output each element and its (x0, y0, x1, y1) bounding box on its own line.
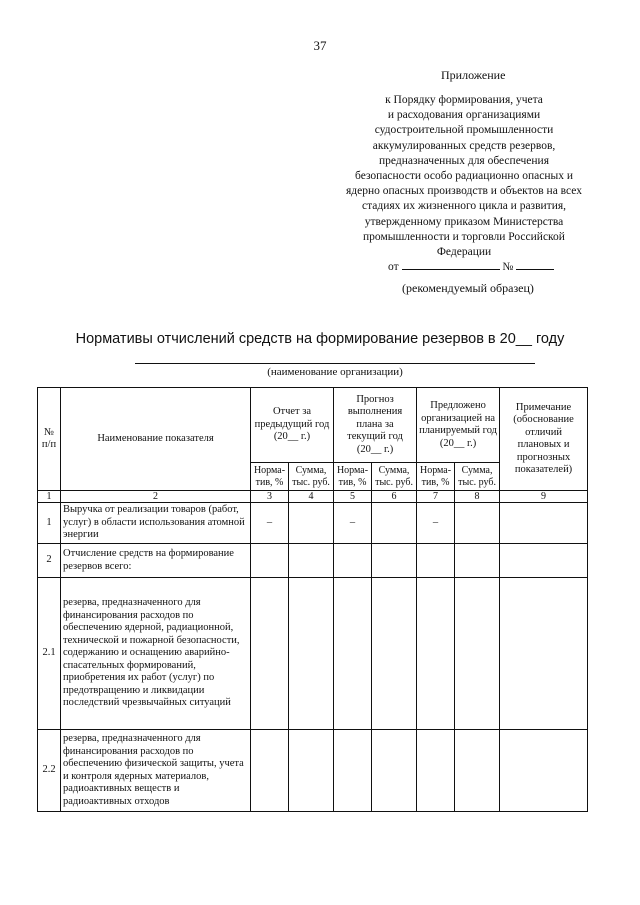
org-caption: (наименование организации) (267, 366, 403, 378)
appendix-line: Федерации (436, 246, 492, 259)
date-blank (402, 259, 500, 270)
cell-sum-report (289, 544, 334, 578)
appendix-line: аккумулированных средств резервов, (372, 139, 556, 152)
date-prefix: от (388, 261, 399, 273)
row-num: 2 (38, 544, 61, 578)
cell-norm-proposed (417, 578, 455, 730)
appendix-line: утвержденному приказом Министерства (364, 215, 564, 228)
cell-norm-report: – (251, 503, 289, 544)
table-row (38, 730, 588, 812)
column-index: 7 (417, 491, 455, 503)
column-index: 3 (251, 491, 289, 503)
column-index: 5 (334, 491, 372, 503)
table-row (38, 503, 588, 544)
cell-sum-proposed (455, 730, 500, 812)
header-report: Отчет за предыдущий год (20__ г.) (251, 388, 334, 463)
column-index: 4 (289, 491, 334, 503)
cell-note (500, 544, 588, 578)
cell-sum-forecast (372, 544, 417, 578)
header-forecast: Прогноз выполнения плана за текущий год (20__ г.) (334, 388, 417, 463)
appendix-line: безопасности особо радиационно опасных и (355, 170, 573, 183)
table-row (38, 544, 588, 578)
cell-sum-forecast (372, 503, 417, 544)
page-title: Нормативы отчислений средств на формирование резервов в 20__ году (75, 331, 565, 347)
cell-sum-forecast (372, 730, 417, 812)
cell-norm-proposed (417, 544, 455, 578)
column-index: 8 (455, 491, 500, 503)
header-name: Наименование показателя (61, 388, 251, 491)
cell-norm-forecast: – (334, 503, 372, 544)
cell-norm-report (251, 730, 289, 812)
cell-note (500, 578, 588, 730)
appendix-line: ядерно опасных производств и объектов на всех (345, 185, 582, 198)
header-note: Примечание (обоснование отличий плановых и прогнозных показателей) (500, 388, 588, 491)
cell-sum-report (289, 503, 334, 544)
row-name: резерва, предназначенного для финансирования расходов по обеспечению физической защиты, учета и контроля ядерных материалов, радиоактивных веществ и радиоактивных отходов (61, 730, 251, 812)
cell-note (500, 730, 588, 812)
number-blank (516, 259, 554, 270)
cell-norm-report (251, 578, 289, 730)
cell-norm-forecast (334, 730, 372, 812)
row-num: 2.2 (38, 730, 61, 812)
column-index-row (38, 491, 588, 503)
column-index: 1 (38, 491, 61, 503)
appendix-line: стадиях их жизненного цикла и развития, (361, 200, 567, 213)
number-sign: № (502, 261, 514, 273)
cell-norm-report (251, 544, 289, 578)
sample-note: (рекомендуемый образец) (402, 281, 534, 295)
column-index: 9 (500, 491, 588, 503)
row-name: Отчисление средств на формирование резервов всего: (61, 544, 251, 578)
page-number: 37 (313, 38, 327, 53)
subheader-norm: Норма-тив, % (251, 463, 289, 491)
header-num: № п/п (38, 388, 61, 491)
norms-table (37, 387, 588, 812)
cell-sum-report (289, 730, 334, 812)
row-num: 2.1 (38, 578, 61, 730)
column-index: 2 (61, 491, 251, 503)
org-name-line (135, 363, 535, 364)
cell-norm-proposed: – (417, 503, 455, 544)
table-row (38, 578, 588, 730)
approval-date-line (388, 259, 554, 273)
cell-sum-forecast (372, 578, 417, 730)
appendix-line: промышленности и торговли Российской (363, 230, 565, 243)
cell-norm-forecast (334, 544, 372, 578)
header-row (38, 388, 588, 463)
subheader-sum: Сумма, тыс. руб. (455, 463, 500, 491)
appendix-line: предназначенных для обеспечения (378, 154, 549, 167)
cell-sum-proposed (455, 503, 500, 544)
subheader-sum: Сумма, тыс. руб. (372, 463, 417, 491)
header-proposed: Предложено организацией на планируемый год (20__ г.) (417, 388, 500, 463)
cell-note (500, 503, 588, 544)
cell-sum-report (289, 578, 334, 730)
cell-norm-proposed (417, 730, 455, 812)
cell-sum-proposed (455, 578, 500, 730)
appendix-text (335, 93, 593, 260)
subheader-norm: Норма-тив, % (417, 463, 455, 491)
appendix-line: и расходования организациями (387, 109, 541, 122)
appendix-title: Приложение (441, 68, 506, 82)
row-name: резерва, предназначенного для финансирования расходов по обеспечению ядерной, радиационной, технической и пожарной безопасности, содержанию и оснащению аварийно-спасательных формирований, приобретения их работ (услуг) по предотвращению и ликвидации последствий чрезвычайных ситуаций (61, 578, 251, 730)
cell-sum-proposed (455, 544, 500, 578)
column-index: 6 (372, 491, 417, 503)
subheader-norm: Норма-тив, % (334, 463, 372, 491)
row-num: 1 (38, 503, 61, 544)
cell-norm-forecast (334, 578, 372, 730)
row-name: Выручка от реализации товаров (работ, услуг) в области использования атомной энергии (61, 503, 251, 544)
appendix-line: судостроительной промышленности (374, 124, 554, 137)
subheader-sum: Сумма, тыс. руб. (289, 463, 334, 491)
appendix-line: к Порядку формирования, учета (385, 94, 543, 106)
